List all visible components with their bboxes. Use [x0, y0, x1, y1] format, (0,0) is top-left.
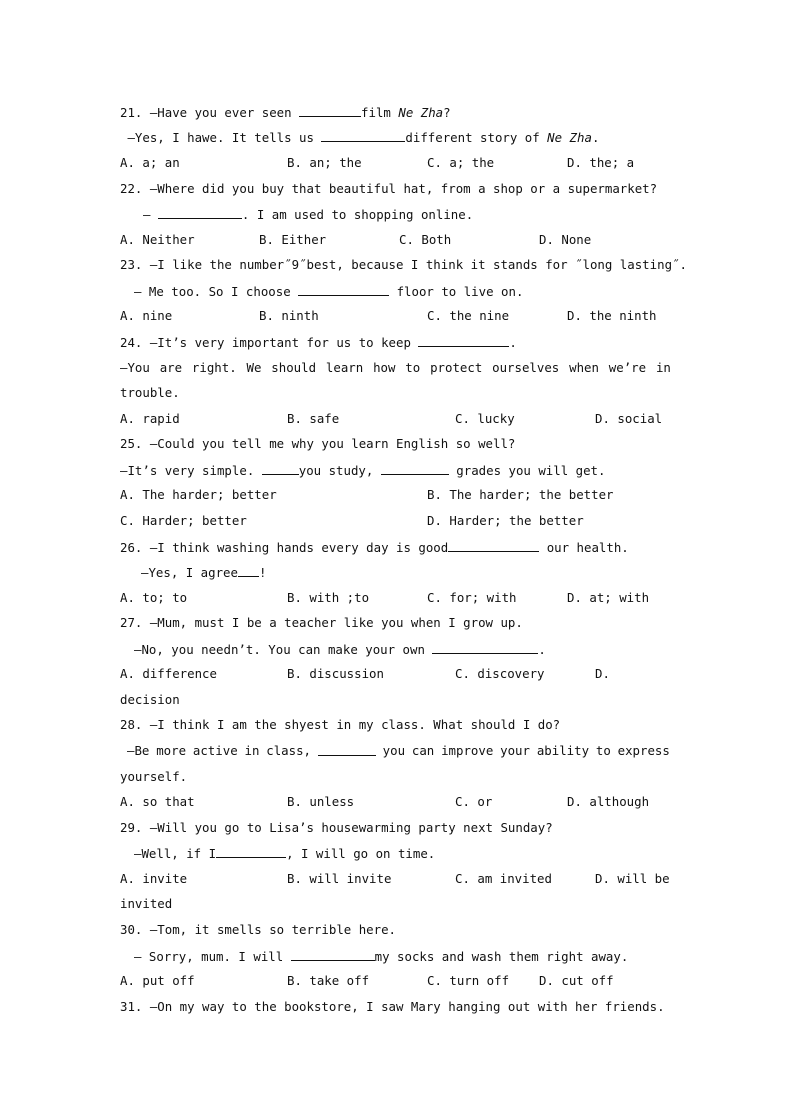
reply-word: more	[156, 743, 187, 758]
reply-text: —Well, if I	[134, 846, 217, 861]
answer-blank	[238, 564, 259, 577]
reply-word: —Be	[127, 743, 150, 758]
option-c[interactable]: C. for; with	[427, 590, 517, 605]
reply-text: — Me too. So I choose	[134, 284, 299, 299]
answer-blank	[298, 283, 389, 296]
reply-word: right.	[191, 360, 237, 375]
question-29-stem: 29. —Will you go to Lisa’s housewarming party next Sunday?	[120, 820, 553, 835]
option-a[interactable]: A. to; to	[120, 590, 188, 605]
reply-word: can	[411, 743, 435, 758]
option-d[interactable]: D. the; a	[567, 155, 635, 170]
reply-word: We	[246, 360, 262, 375]
option-d[interactable]: D.	[595, 666, 610, 681]
option-d-continued[interactable]: invited	[120, 896, 173, 911]
answer-blank	[291, 948, 375, 961]
option-d-continued[interactable]: decision	[120, 692, 180, 707]
reply-text: —	[143, 207, 158, 222]
reply-word: in	[244, 743, 260, 758]
question-27-reply	[134, 641, 546, 658]
option-d[interactable]: D. cut off	[539, 973, 614, 988]
answer-blank	[318, 743, 376, 756]
reply-text: —Yes, I agree	[141, 565, 238, 580]
option-d[interactable]: D. although	[567, 794, 650, 809]
option-b[interactable]: B. unless	[287, 794, 355, 809]
question-30-reply	[134, 948, 628, 965]
reply-text: my socks and wash them right away.	[374, 949, 629, 964]
reply-word: we’re	[608, 360, 647, 375]
option-b[interactable]: B. Either	[259, 232, 327, 247]
option-c[interactable]: C. or	[455, 794, 493, 809]
question-31-stem: 31. —On my way to the bookstore, I saw Mary hanging out with her friends.	[120, 999, 665, 1014]
answer-blank	[432, 641, 538, 654]
reply-word: to	[595, 743, 611, 758]
reply-text: —No, you needn’t. You can make your own	[134, 642, 433, 657]
reply-text: grades you will get.	[448, 463, 606, 478]
question-28-reply-cont: yourself.	[120, 769, 188, 784]
option-a[interactable]: A. so that	[120, 794, 195, 809]
question-22-reply	[143, 206, 473, 223]
reply-word: in	[655, 360, 671, 375]
reply-word: learn	[325, 360, 364, 375]
option-c[interactable]: C. a; the	[427, 155, 495, 170]
stem-text: our health.	[539, 540, 629, 555]
option-b[interactable]: B. discussion	[287, 666, 384, 681]
film-title: Ne Zha	[547, 130, 592, 145]
reply-text: different story of	[405, 130, 548, 145]
reply-word: should	[271, 360, 317, 375]
reply-text: . I am used to shopping online.	[241, 207, 474, 222]
question-21-reply	[120, 129, 599, 146]
reply-word: protect	[430, 360, 483, 375]
question-23-stem: 23. —I like the number˝9˝best, because I think it stands for ˝long lasting˝.	[120, 257, 687, 272]
question-26-stem	[120, 539, 629, 556]
option-c[interactable]: C. am invited	[455, 871, 552, 886]
option-c[interactable]: C. discovery	[455, 666, 545, 681]
answer-blank	[216, 845, 286, 858]
reply-text: , I will go on time.	[286, 846, 436, 861]
stem-text: film	[361, 105, 399, 120]
question-24-stem	[120, 334, 517, 351]
reply-text: —It’s very simple.	[120, 463, 262, 478]
reply-word: —You	[120, 360, 150, 375]
reply-word: ourselves	[492, 360, 560, 375]
answer-blank	[321, 129, 405, 142]
reply-word: express	[617, 743, 670, 758]
question-21-stem	[120, 104, 451, 121]
reply-word: your	[500, 743, 530, 758]
question-25-reply	[120, 462, 605, 479]
answer-blank	[381, 462, 449, 475]
reply-word: are	[159, 360, 183, 375]
film-title: Ne Zha	[398, 105, 444, 120]
reply-text: you study,	[298, 463, 381, 478]
stem-text: 21. —Have you ever seen	[120, 105, 300, 120]
option-d[interactable]: D. the ninth	[567, 308, 657, 323]
reply-text: .	[538, 642, 546, 657]
stem-text: 24. —It’s very important for us to keep	[120, 335, 419, 350]
option-d[interactable]: D. Harder; the better	[427, 513, 584, 528]
option-b[interactable]: B. safe	[287, 411, 340, 426]
option-b[interactable]: B. take off	[287, 973, 370, 988]
option-b[interactable]: B. will invite	[287, 871, 392, 886]
reply-word: active	[192, 743, 238, 758]
reply-word: when	[569, 360, 599, 375]
answer-blank	[262, 462, 299, 475]
option-c[interactable]: C. the nine	[427, 308, 510, 323]
option-a[interactable]: A. The harder; better	[120, 487, 277, 502]
option-a[interactable]: A. difference	[120, 666, 217, 681]
reply-word: how	[373, 360, 396, 375]
reply-word: ability	[536, 743, 590, 758]
option-c[interactable]: C. Harder; better	[120, 513, 247, 528]
reply-text: —Yes, I hawe. It tells us	[120, 130, 322, 145]
reply-word: class,	[266, 743, 311, 758]
question-28-reply	[127, 743, 670, 759]
question-23-reply	[134, 283, 523, 300]
question-24-reply	[120, 360, 671, 376]
option-a[interactable]: A. nine	[120, 308, 173, 323]
option-c[interactable]: C. lucky	[455, 411, 515, 426]
option-a[interactable]: A. put off	[120, 973, 195, 988]
option-a[interactable]: A. a; an	[120, 155, 180, 170]
option-c[interactable]: C. turn off	[427, 973, 510, 988]
answer-blank	[158, 206, 242, 219]
question-26-reply	[141, 564, 266, 581]
reply-word: you	[382, 743, 406, 758]
question-30-stem: 30. —Tom, it smells so terrible here.	[120, 922, 397, 937]
answer-blank	[448, 539, 539, 552]
reply-text: — Sorry, mum. I will	[134, 949, 291, 964]
question-24-reply-cont: trouble.	[120, 385, 180, 400]
question-28-stem: 28. —I think I am the shyest in my class. What should I do?	[120, 717, 561, 732]
reply-text: .	[591, 130, 600, 145]
option-b[interactable]: B. an; the	[287, 155, 362, 170]
option-d[interactable]: D. social	[595, 411, 663, 426]
option-a[interactable]: A. invite	[120, 871, 188, 886]
reply-word: to	[405, 360, 421, 375]
stem-text: ?	[443, 105, 451, 120]
option-a[interactable]: A. rapid	[120, 411, 180, 426]
option-a[interactable]: A. Neither	[120, 232, 195, 247]
reply-text: floor to live on.	[389, 284, 524, 299]
option-b[interactable]: B. The harder; the better	[427, 487, 614, 502]
option-b[interactable]: B. ninth	[259, 308, 319, 323]
question-27-stem: 27. —Mum, must I be a teacher like you when I grow up.	[120, 615, 523, 630]
option-b[interactable]: B. with ;to	[287, 590, 370, 605]
reply-text: !	[258, 565, 267, 580]
option-c[interactable]: C. Both	[399, 232, 452, 247]
stem-text: 26. —I think washing hands every day is good	[120, 540, 449, 555]
option-d[interactable]: D. will be	[595, 871, 670, 886]
stem-text: .	[509, 335, 517, 350]
answer-blank	[299, 104, 361, 117]
question-25-stem: 25. —Could you tell me why you learn English so well?	[120, 436, 516, 451]
question-22-stem: 22. —Where did you buy that beautiful hat, from a shop or a supermarket?	[120, 181, 658, 196]
answer-blank	[418, 334, 509, 347]
option-d[interactable]: D. None	[539, 232, 592, 247]
option-d[interactable]: D. at; with	[567, 590, 650, 605]
reply-word: improve	[441, 743, 494, 758]
question-29-reply	[134, 845, 435, 862]
